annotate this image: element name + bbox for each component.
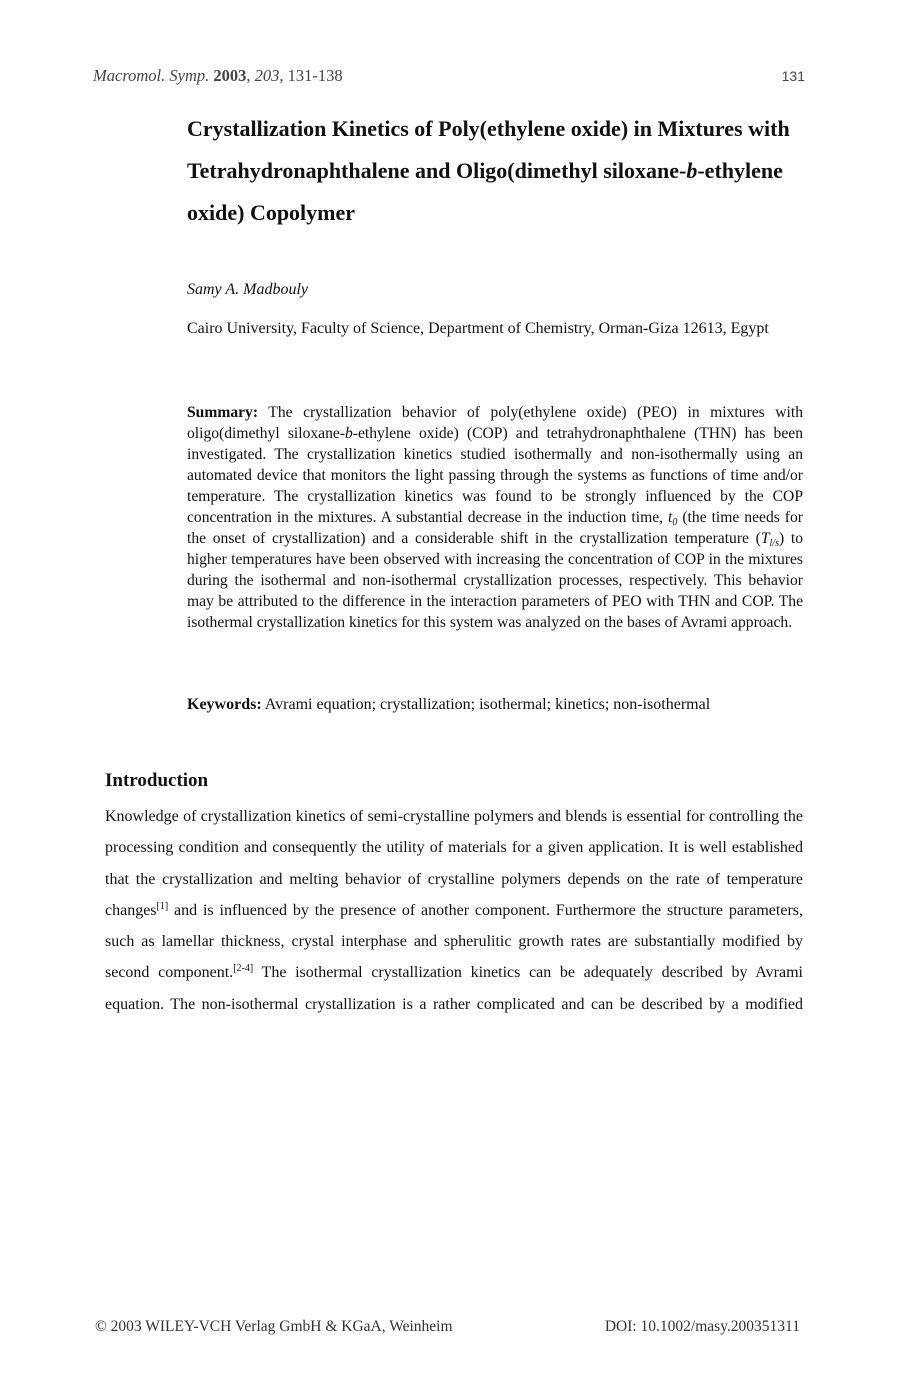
journal-volume: 203, [254,66,284,85]
citation-ref[interactable]: [2-4] [233,963,254,975]
running-header: Macromol. Symp. 2003, 203, 131-138 [93,66,343,85]
section-heading-introduction: Introduction [105,770,209,791]
page-number: 131 [781,68,805,84]
doi[interactable]: DOI: 10.1002/masy.200351311 [604,1318,800,1335]
citation-ref[interactable]: [1] [156,900,169,912]
author-name: Samy A. Madbouly [187,281,309,298]
abstract-label: Summary: [187,404,259,421]
keywords-list: Avrami equation; crystallization; isothermal; kinetics; non-isothermal [264,696,711,713]
journal-pages: 131-138 [287,66,343,85]
abstract: Summary: The crystallization behavior of poly(ethylene oxide) (PEO) in mixtures with oligo(dimethyl siloxane-b-ethylene oxide) (COP) and tetrahydronaphthalene (THN) has been investigated. The crystallization kinetics studied isothermally and non-isothermally using an automated device that monitors the light passing through the systems as functions of time and/or temperature. The crystallization kinetics was found to be strongly influenced by the COP concentration in the mixtures. A substantial decrease in the induction time, $t_0$ (the time needs for the onset of crystallization) and a considerable shift in the crystallization temperature $(T_{l/s})$ to higher temperatures have been observed with increasing the concentration of COP in the mixtures during the isothermal and non-isothermal crystallization processes, respectively. This behavior may be attributed to the difference in the interaction parameters of PEO with THN and COP. The isothermal crystallization kinetics for this system was analyzed on the bases of Avrami approach. [187,404,803,631]
copyright-notice: © 2003 WILEY-VCH Verlag GmbH & KGaA, Weinheim [95,1318,453,1335]
keywords [187,694,803,715]
journal-year: 2003 [213,66,247,85]
journal-name: Macromol. Symp. [93,66,210,85]
author-affiliation: Cairo University, Faculty of Science, Department of Chemistry, Orman-Giza 12613, Egypt [187,320,769,337]
keywords-label: Keywords: [187,696,262,713]
article-title: Crystallization Kinetics of Poly(ethylene oxide) in Mixtures with Tetrahydronaphthalene and Oligo(dimethyl siloxane-b-ethylene oxide) Copolymer [187,116,790,225]
introduction-paragraph: Knowledge of crystallization kinetics of semi-crystalline polymers and blends is essential for controlling the processing condition and consequently the utility of materials for a given application. It is well established that the crystallization and melting behavior of crystalline polymers depends on the rate of temperature changes[1] and is influenced by the presence of another component. Furthermore the structure parameters, such as lamellar thickness, crystal interphase and spherulitic growth rates are substantially modified by second component.[2-4] The isothermal crystallization kinetics can be adequately described by Avrami equation. The non-isothermal crystallization is a rather complicated and can be described by a modified [105,808,803,1013]
